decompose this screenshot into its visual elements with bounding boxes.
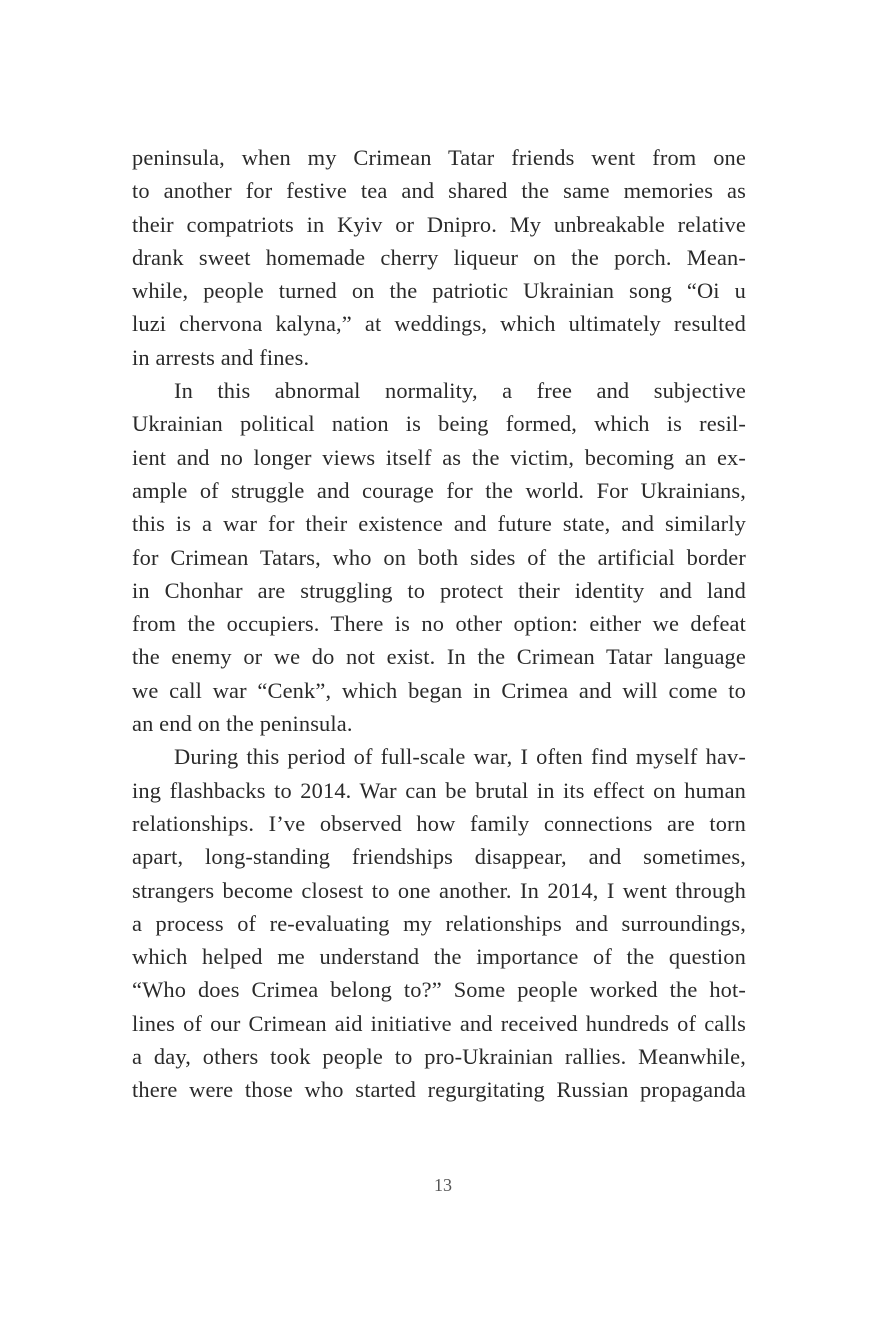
text-line: relationships. I’ve observed how family connections are torn [132,810,746,836]
text-line: ample of struggle and courage for the world. For Ukrainians, [132,477,746,503]
text-line: lines of our Crimean aid initiative and received hundreds of calls [132,1010,746,1036]
page-number: 13 [434,1175,452,1195]
text-line: drank sweet homemade cherry liqueur on the porch. Mean- [132,244,746,270]
text-line: while, people turned on the patriotic Ukrainian song “Oi u [132,278,746,304]
paragraph [132,374,746,740]
text-line: from the occupiers. There is no other option: either we defeat [132,611,746,637]
text-line: the enemy or we do not exist. In the Crimean Tatar language [132,644,746,670]
text-line: to another for festive tea and shared the same memories as [132,178,746,204]
text-line: Ukrainian political nation is being formed, which is resil- [132,411,746,437]
text-line: During this period of full-scale war, I often find myself hav- [174,744,746,770]
text-line: apart, long-standing friendships disappear, and sometimes, [132,844,746,870]
text-line: in arrests and fines. [132,344,310,370]
text-line: strangers become closest to one another. In 2014, I went through [132,877,746,903]
text-line: ient and no longer views itself as the victim, becoming an ex- [132,444,746,470]
text-line: In this abnormal normality, a free and subjective [174,378,746,404]
text-line: ing flashbacks to 2014. War can be brutal in its effect on human [132,777,746,803]
text-line: luzi chervona kalyna,” at weddings, which ultimately resulted [132,311,746,337]
text-line: their compatriots in Kyiv or Dnipro. My unbreakable relative [132,211,746,237]
text-line: a process of re-evaluating my relationships and surroundings, [132,910,746,936]
body-text [132,141,746,1107]
text-line: a day, others took people to pro-Ukrainian rallies. Meanwhile, [132,1044,746,1070]
text-line: an end on the peninsula. [132,711,353,737]
paragraph [132,141,746,374]
text-line: which helped me understand the importance of the question [132,944,746,970]
text-line: in Chonhar are struggling to protect their identity and land [132,577,746,603]
text-line: this is a war for their existence and future state, and similarly [132,511,746,537]
text-line: there were those who started regurgitating Russian propaganda [132,1077,746,1103]
text-line: for Crimean Tatars, who on both sides of the artificial border [132,544,746,570]
text-line: peninsula, when my Crimean Tatar friends went from one [132,145,746,170]
paragraph [132,740,746,1106]
text-line: we call war “Cenk”, which began in Crimea and will come to [132,677,746,703]
text-line: “Who does Crimea belong to?” Some people worked the hot- [132,977,746,1003]
